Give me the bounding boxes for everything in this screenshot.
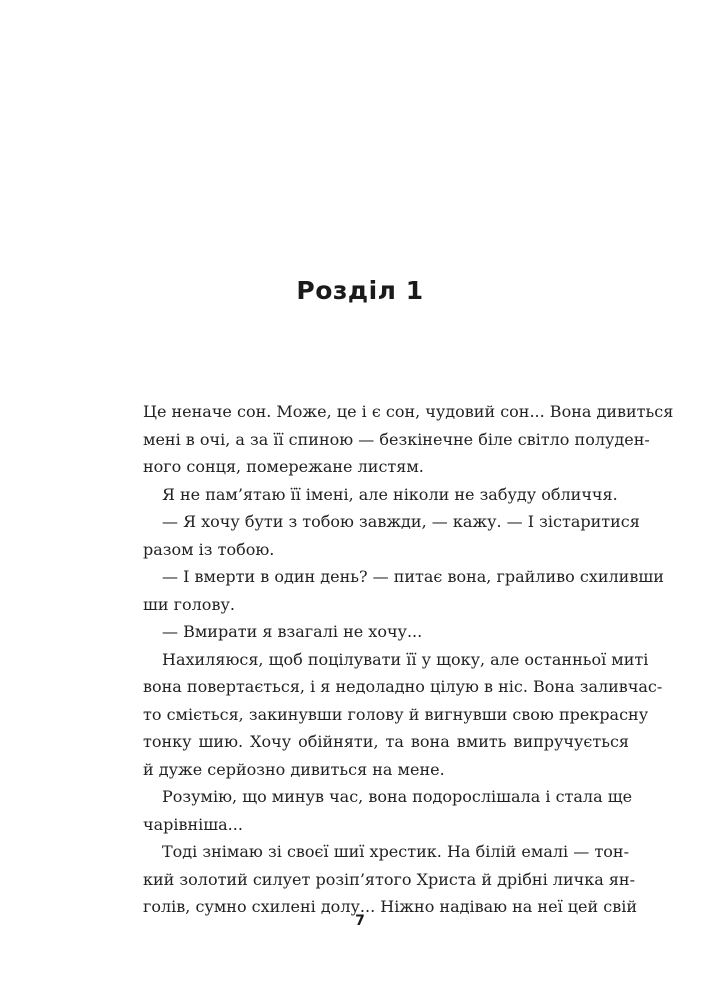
text-line: голів, сумно схилені долу... Ніжно надіваю на неї цей свій	[143, 897, 638, 916]
text-line: — І вмерти в один день? — питає вона, грайливо схиливши	[162, 567, 664, 586]
text-line: мені в очі, а за її спиною — безкінечне біле світло полуден-	[143, 429, 650, 449]
text-line: тонку шию. Хочу обійняти, та вона вмить випручується	[143, 732, 629, 751]
text-line: й дуже серйозно дивиться на мене.	[143, 759, 445, 779]
text-line: кий золотий силует розіп’ятого Христа й дрібні личка ян-	[143, 869, 635, 889]
text-line: Це неначе сон. Може, це і є сон, чудовий сон... Вона дивиться	[143, 402, 674, 421]
text-line: ного сонця, помережане листям.	[143, 457, 424, 476]
text-line: то сміється, закинувши голову й вигнувши свою прекрасну	[143, 704, 649, 724]
text-line: Розумію, що минув час, вона подорослішала і стала ще	[162, 787, 633, 806]
text-line: — Вмирати я взагалі не хочу...	[162, 622, 423, 641]
page-number: 7	[355, 913, 365, 929]
body-text	[143, 398, 674, 921]
text-line: Я не пам’ятаю її імені, але ніколи не забуду обличчя.	[162, 484, 618, 504]
text-line: — Я хочу бути з тобою завжди, — кажу. — І зістаритися	[162, 512, 640, 531]
text-line: вона повертається, і я недоладно цілую в ніс. Вона заливчас-	[143, 677, 663, 696]
text-line: ши голову.	[143, 594, 235, 614]
text-line: чарівніша...	[143, 814, 243, 834]
text-line: разом із тобою.	[143, 539, 275, 559]
text-line: Нахиляюся, щоб поцілувати її у щоку, але останньої миті	[162, 649, 649, 669]
text-line: Тоді знімаю зі своєї шиї хрестик. На білій емалі — тон-	[162, 842, 629, 861]
chapter-title: Розділ 1	[296, 276, 424, 305]
